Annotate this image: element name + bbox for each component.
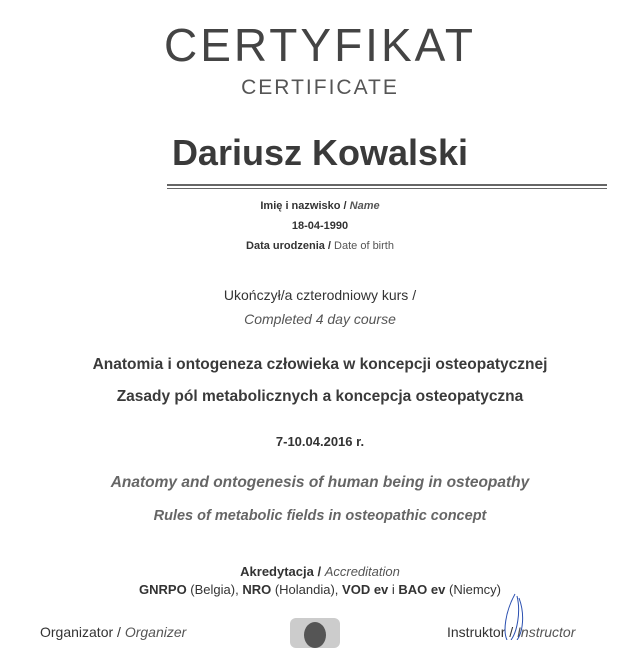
course-title-en-1: Anatomy and ontogenesis of human being in osteopathy [110, 474, 530, 491]
label-en: Date of birth [334, 240, 394, 252]
divider [167, 188, 607, 189]
birth-date: 18-04-1990 [291, 220, 349, 232]
body-country: i [388, 582, 399, 597]
accreditation-bodies [0, 582, 640, 597]
birth-label [0, 240, 640, 252]
completed-pl: Ukończył/a czterodniowy kurs / [223, 287, 417, 303]
body-name: GNRPO [139, 582, 187, 597]
label-en: Instructor [517, 624, 576, 640]
label-pl: Organizator / [40, 624, 125, 640]
label-en: Accreditation [324, 564, 400, 579]
label-en: Name [349, 200, 380, 212]
accreditation-label [0, 564, 640, 579]
label-pl: Instruktor / [447, 624, 518, 640]
label-en: Organizer [124, 624, 187, 640]
course-title-pl-2: Zasady pól metabolicznych a koncepcja osteopatyczna [116, 388, 524, 405]
body-name: BAO ev [398, 582, 446, 597]
certificate-title: CERTYFIKAT [164, 19, 476, 71]
signature [495, 592, 535, 640]
name-label [0, 200, 640, 212]
divider [167, 184, 607, 186]
organizer-label [40, 624, 186, 640]
body-country: (Niemcy) [445, 582, 501, 597]
label-pl: Imię i nazwisko / [260, 200, 350, 212]
body-name: NRO [242, 582, 272, 597]
body-country: (Holandia), [271, 582, 343, 597]
course-title-pl-1: Anatomia i ontogeneza człowieka w koncepcji osteopatycznej [92, 356, 548, 373]
certificate-subtitle: CERTIFICATE [241, 76, 399, 99]
body-country: (Belgia), [186, 582, 243, 597]
course-dates: 7-10.04.2016 r. [275, 434, 365, 449]
recipient-name: Dariusz Kowalski [171, 132, 469, 173]
body-name: VOD ev [342, 582, 389, 597]
label-pl: Data urodzenia / [246, 240, 335, 252]
course-title-en-2: Rules of metabolic fields in osteopathic concept [153, 508, 487, 524]
completed-en: Completed 4 day course [244, 311, 396, 327]
organizer-logo [290, 618, 340, 648]
label-pl: Akredytacja / [240, 564, 325, 579]
